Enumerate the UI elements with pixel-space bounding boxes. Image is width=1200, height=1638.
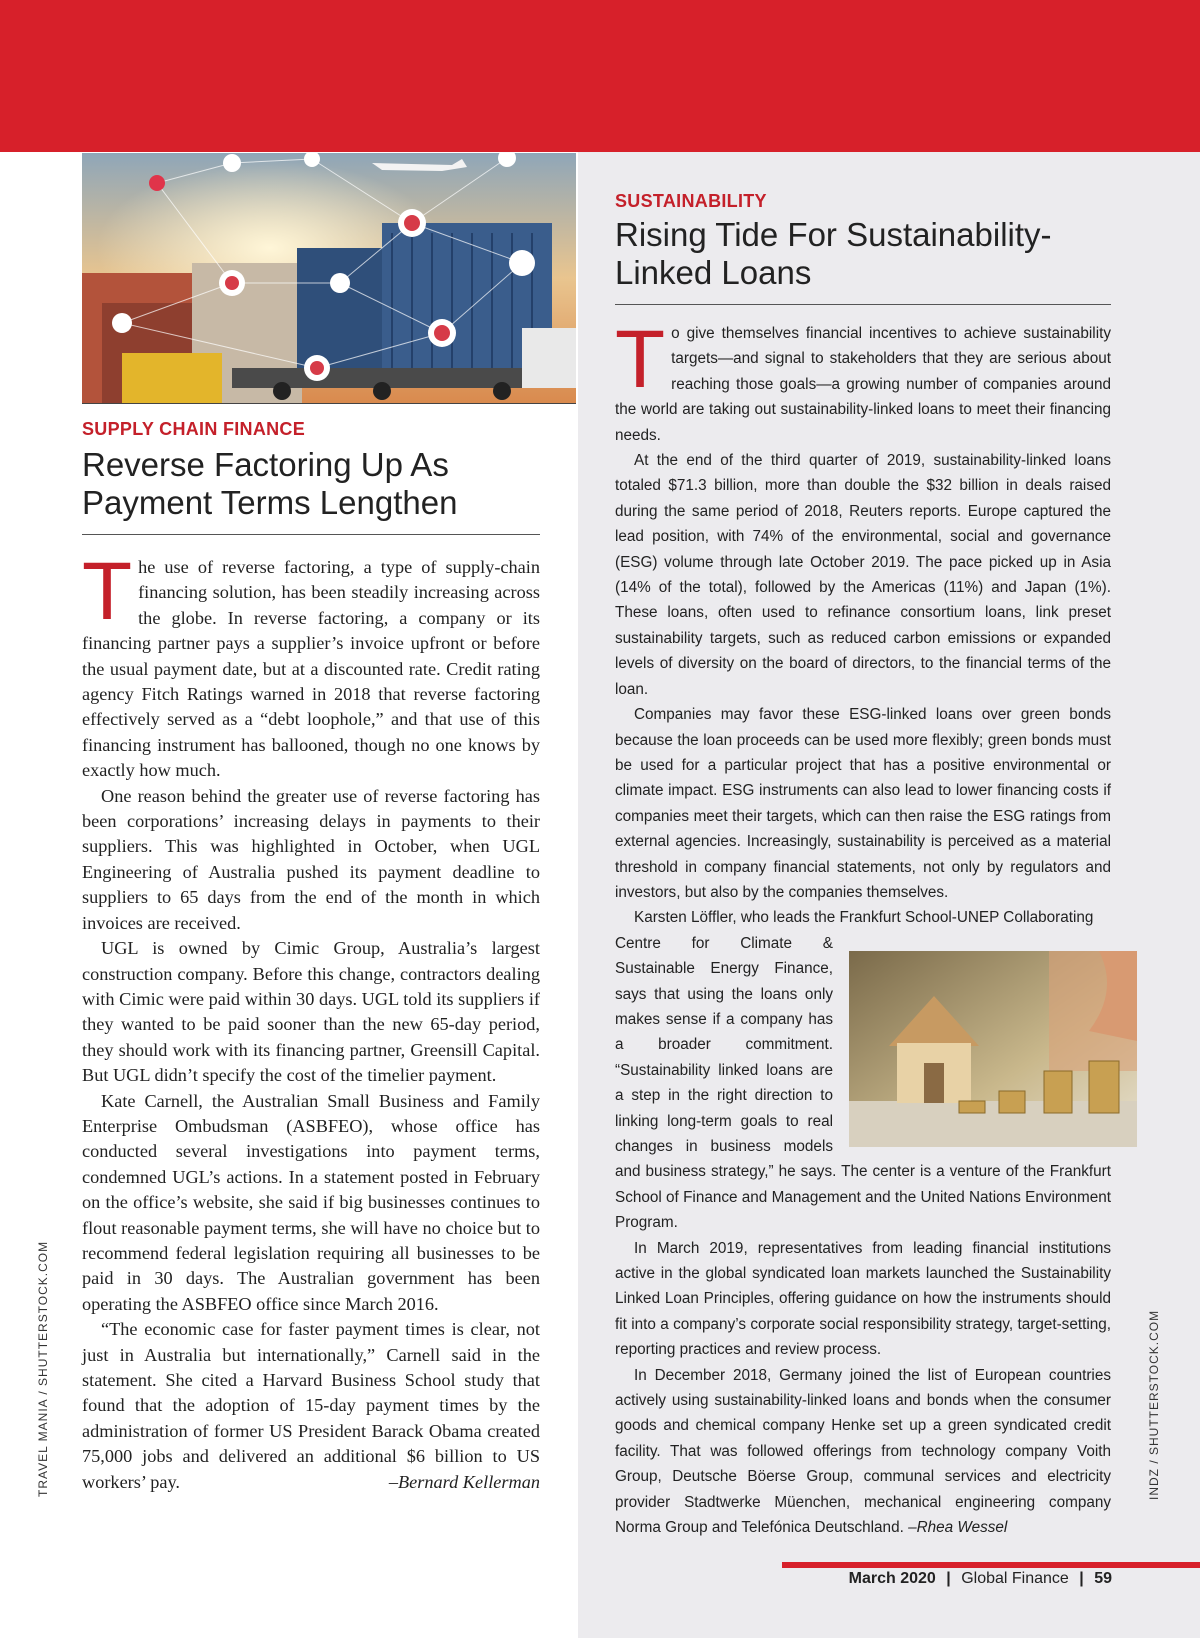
left-paragraph-5 (82, 1317, 540, 1495)
left-paragraph-3: UGL is owned by Cimic Group, Australia’s largest construction company. Before this change, contractors dealing with Cimic were paid within 30 days. UGL told its suppliers if they wanted to be paid sooner than the new 65-day period, they should work with its financing partner, Greensill Capital. But UGL didn’t specify the cost of the timelier payment. (82, 938, 540, 1086)
footer-page-number: 59 (1094, 1570, 1112, 1587)
right-paragraph-4b: Centre for Climate & Sustainable Energy Finance, says that using the loans only makes sense if a company has a broader commitment. “Sustainability linked loans are a step in the right direction to linking long-term goals to real changes in business models and business strategy,” he says. The center is a venture of the Frankfurt School of Finance and Management and the United Nations Environment Program. (615, 934, 1111, 1232)
right-paragraph-1-text: o give themselves financial incentives to achieve sustainability targets—and signal to stakeholders that they are serious about reaching those goals—a growing number of companies around the world are taking out sustainability-linked loans to meet their financing needs. (615, 325, 1111, 444)
footer-publication: Global Finance (961, 1570, 1069, 1587)
footer-separator-1: | (946, 1570, 951, 1587)
left-paragraph-2: One reason behind the greater use of reverse factoring has been corporations’ increasing delays in payments to their suppliers. This was highlighted in October, when UGL Engineering of Australia pushed its payment deadline to suppliers to 65 days from the end of the month in which invoices are received. (82, 785, 540, 933)
right-paragraph-1 (615, 314, 1111, 448)
top-red-band (0, 0, 1200, 152)
house-coins-photo (849, 951, 1137, 1147)
footer-date: March 2020 (848, 1570, 936, 1587)
footer-red-rule (782, 1562, 1200, 1568)
right-paragraph-3: Companies may favor these ESG-linked loans over green bonds because the loan proceeds can be used more flexibly; green bonds must be used for a particular project that has a positive environmental or climate impact. ESG instruments can also lead to lower financing costs if companies meet their targets, which can then raise the ESG ratings from external agencies. Increasingly, sustainability is perceived as a material threshold in company financial statements, not only by regulators and investors, but also by the companies themselves. (615, 706, 1111, 901)
right-paragraph-6 (615, 1363, 1111, 1541)
right-article-body (615, 314, 1111, 1541)
right-paragraph-2: At the end of the third quarter of 2019, sustainability-linked loans totaled $71.3 billion, more than double the $32 billion in deals raised during the same period of 2018, Reuters reports. Europe captured the lead position, with 74% of the environmental, social and governance (ESG) volume through late October 2019. The pace picked up in Asia (14% of the total), followed by the Americas (11%) and Japan (1%). These loans, often used to refinance consortium loans, link preset sustainability targets, such as reduced carbon emissions or expanded levels of diversity on the board of directors, to the financial terms of the loan. (615, 452, 1111, 698)
right-paragraph-5: In March 2019, representatives from leading financial institutions active in the global syndicated loan markets launched the Sustainability Linked Loan Principles, offering guidance on how the instruments should fit into a company’s corporate social responsibility strategy, target-setting, reporting practices and review process. (615, 1239, 1111, 1359)
supply-chain-article (82, 418, 540, 1495)
left-article-headline: Reverse Factoring Up As Payment Terms Lengthen (82, 446, 540, 535)
right-article-headline: Rising Tide For Sustainability-Linked Loans (615, 216, 1111, 305)
left-article-kicker: SUPPLY CHAIN FINANCE (82, 419, 306, 439)
left-paragraph-1-text: he use of reverse factoring, a type of supply-chain financing solution, has been steadily increasing across the globe. In reverse factoring, a company or its financing partner pays a supplier’s invoice upfront or before the usual payment date, but at a discounted rate. Credit rating agency Fitch Ratings warned in 2018 that reverse factoring effectively served as a “debt loophole,” and that use of this financing instrument has ballooned, though no one knows by exactly how much. (82, 557, 540, 781)
page-footer (849, 1570, 1112, 1588)
left-paragraph-5-text: “The economic case for faster payment times is clear, not just in Australia but internationally,” Carnell said in the statement. She cited a Harvard Business School study that found that the adoption of 15-day payment times by the administration of former US President Barack Obama created 75,000 jobs and delivered an additional $6 billion to US workers’ pay. (82, 1319, 540, 1492)
sustainability-article (615, 190, 1111, 1541)
left-paragraph-1 (82, 546, 540, 784)
right-paragraph-6-text: In December 2018, Germany joined the list of European countries actively using sustainability-linked loans and bonds when the consumer goods and chemical company Henke set up a green syndicated credit facility. That was followed offerings from technology company Voith Group, Deutsche Böerse Group, communal services and electricity provider Stadtwerke Müenchen, mechanical engineering company Norma Group and Telefónica Deutschland. (615, 1366, 1111, 1537)
right-byline: –Rhea Wessel (908, 1519, 1008, 1537)
right-dropcap: T (615, 314, 666, 405)
left-photo-credit: TRAVEL MANIA / SHUTTERSTOCK.COM (36, 1240, 50, 1497)
left-byline: –Bernard Kellerman (388, 1471, 540, 1492)
right-paragraph-4a: Karsten Löffler, who leads the Frankfurt School-UNEP Collaborating (634, 909, 1094, 927)
supply-chain-photo (82, 153, 576, 404)
left-paragraph-4: Kate Carnell, the Australian Small Business and Family Enterprise Ombudsman (ASBFEO), whose office has conducted several investigations into payment terms, condemned UGL’s actions. In a statement posted in February on the office’s website, she said if big businesses continues to flout reasonable payment terms, she will have no choice but to recommend federal legislation requiring all businesses to be paid in 30 days. The Australian government has been operating the ASBFEO office since March 2016. (82, 1090, 540, 1314)
right-article-kicker: SUSTAINABILITY (615, 191, 767, 211)
left-dropcap: T (82, 546, 133, 637)
left-article-body (82, 546, 540, 1495)
right-photo-credit: INDZ / SHUTTERSTOCK.COM (1147, 1309, 1161, 1500)
footer-separator-2: | (1079, 1570, 1084, 1587)
